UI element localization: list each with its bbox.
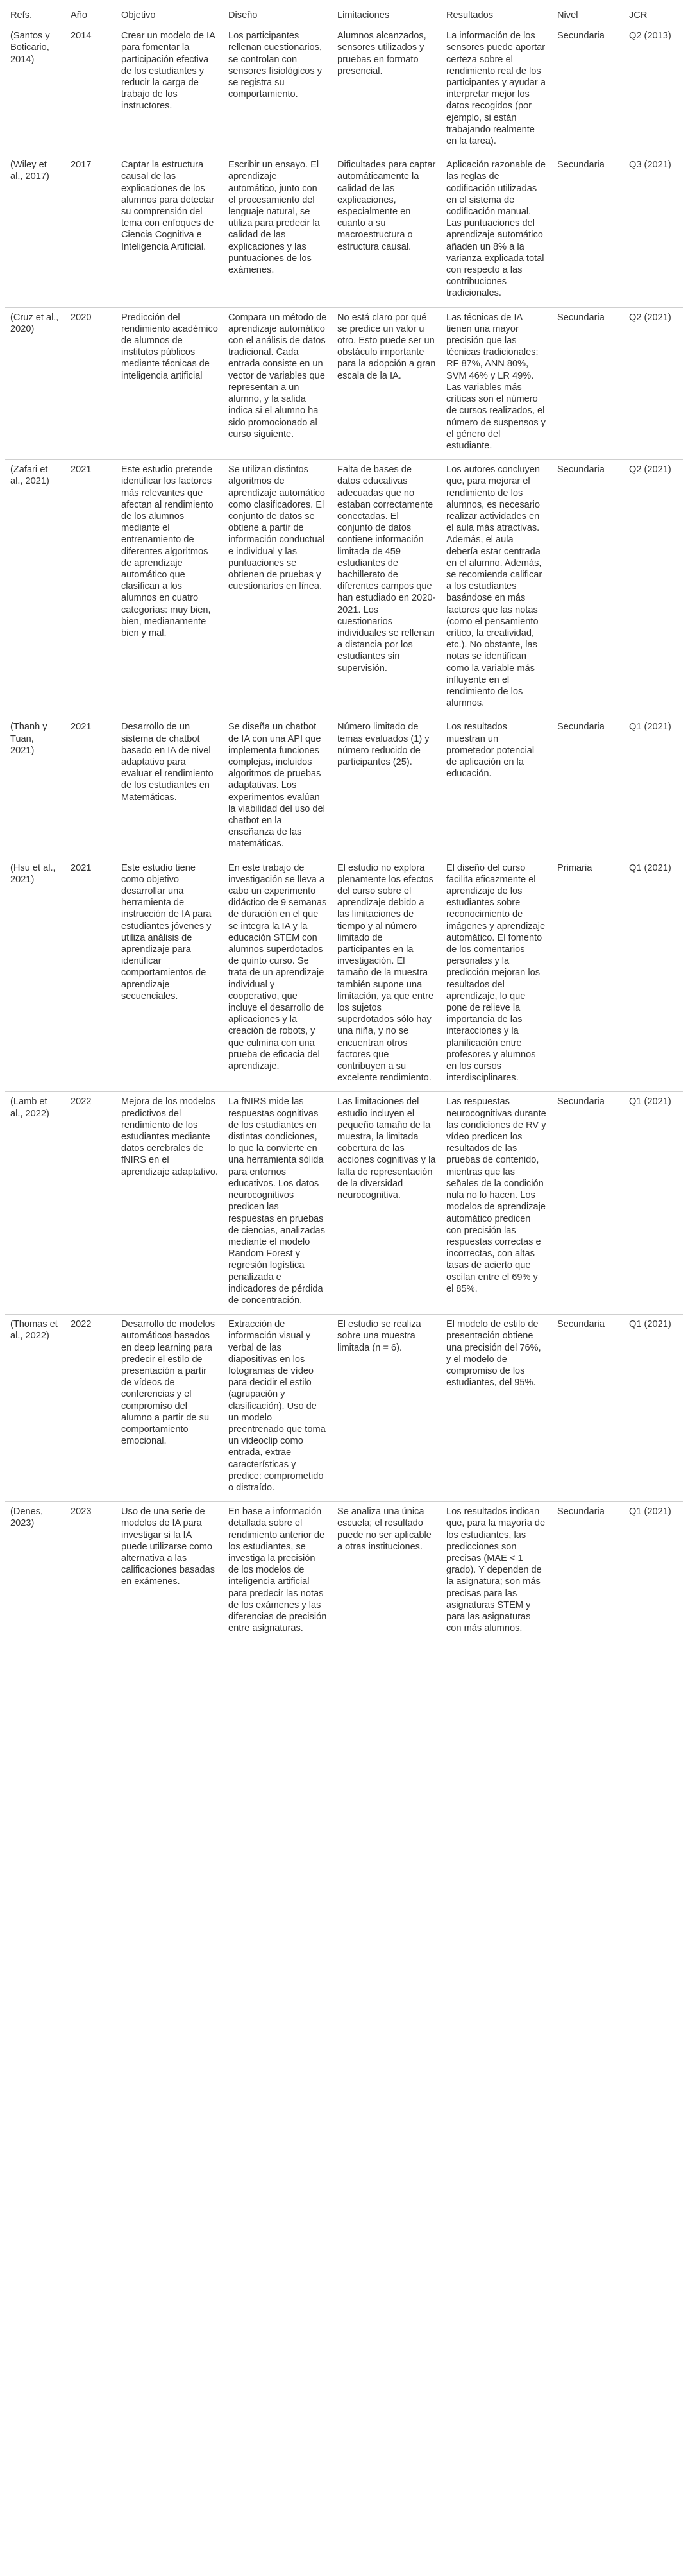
cell-level: Secundaria — [552, 717, 624, 858]
cell-limitations: El estudio no explora plenamente los efectos del curso sobre el aprendizaje debido a las limitaciones de tiempo y al número limitado de participantes en la investigación. El tamaño de la muestra también supone una limitación, ya que entre los sujetos superdotados sólo hay una niña, y no se encuentran otros factores que contribuyen a su excelente rendimiento. — [332, 858, 441, 1092]
cell-level: Secundaria — [552, 460, 624, 717]
cell-limitations: Las limitaciones del estudio incluyen el pequeño tamaño de la muestra, la limitada cobertura de las acciones cognitivas y la falta de representación de la diversidad neurocognitiva. — [332, 1092, 441, 1315]
table-header — [5, 3, 683, 26]
cell-design: La fNIRS mide las respuestas cognitivas de los estudiantes en distintas condiciones, lo que la convierte en una herramienta sólida para entornos educativos. Los datos neurocognitivos predicen las respuestas en pruebas de ciencias, analizadas mediante el modelo Random Forest y regresión logística penalizada e indicadores de pérdida de concentración. — [223, 1092, 332, 1315]
cell-ref: (Zafari et al., 2021) — [5, 460, 65, 717]
cell-results: Los resultados muestran un prometedor potencial de aplicación en la educación. — [441, 717, 552, 858]
cell-ref: (Denes, 2023) — [5, 1502, 65, 1642]
cell-design: Los participantes rellenan cuestionarios, se controlan con sensores fisiológicos y se registra su comportamiento. — [223, 26, 332, 155]
cell-design: En base a información detallada sobre el rendimiento anterior de los estudiantes, se investiga la precisión de los modelos de inteligencia artificial para predecir las notas de los exámenes y las diferencias de precisión entre asignaturas. — [223, 1502, 332, 1642]
cell-design: Escribir un ensayo. El aprendizaje automático, junto con el procesamiento del lenguaje natural, se utiliza para predecir la calidad de las explicaciones y las puntuaciones de los exámenes. — [223, 155, 332, 307]
cell-ref: (Cruz et al., 2020) — [5, 307, 65, 459]
cell-level: Secundaria — [552, 26, 624, 155]
table-row — [5, 1502, 683, 1642]
cell-objective: Desarrollo de un sistema de chatbot basado en IA de nivel adaptativo para evaluar el rendimiento de los estudiantes en Matemáticas. — [116, 717, 223, 858]
table-row — [5, 155, 683, 307]
cell-ref: (Lamb et al., 2022) — [5, 1092, 65, 1315]
header-jcr: JCR — [624, 3, 683, 26]
cell-level: Secundaria — [552, 155, 624, 307]
header-limitations: Limitaciones — [332, 3, 441, 26]
table-row — [5, 26, 683, 155]
cell-design: Compara un método de aprendizaje automático con el análisis de datos tradicional. Cada entrada consiste en un vector de variables que representan a un alumno, y la salida indica si el alumno ha sido promocionado al curso siguiente. — [223, 307, 332, 459]
cell-jcr: Q1 (2021) — [624, 1502, 683, 1642]
header-refs: Refs. — [5, 3, 65, 26]
cell-ref: (Santos y Boticario, 2014) — [5, 26, 65, 155]
header-year: Año — [65, 3, 116, 26]
cell-jcr: Q2 (2013) — [624, 26, 683, 155]
cell-jcr: Q1 (2021) — [624, 858, 683, 1092]
cell-limitations: No está claro por qué se predice un valor u otro. Esto puede ser un obstáculo importante para la adopción a gran escala de la IA. — [332, 307, 441, 459]
header-row — [5, 3, 683, 26]
cell-jcr: Q1 (2021) — [624, 1315, 683, 1502]
table-row — [5, 717, 683, 858]
cell-results: Las técnicas de IA tienen una mayor precisión que las técnicas tradicionales: RF 87%, ANN 80%, SVM 46% y LR 49%. Las variables más críticas son el número de cursos realizados, el número de suspensos y el género del estudiante. — [441, 307, 552, 459]
header-design: Diseño — [223, 3, 332, 26]
cell-design: Extracción de información visual y verbal de las diapositivas en los fotogramas de vídeo para decidir el estilo (agrupación y clasificación). Uso de un modelo preentrenado que toma un videoclip como entrada, extrae características y predice: comprometido o distraído. — [223, 1315, 332, 1502]
cell-ref: (Hsu et al., 2021) — [5, 858, 65, 1092]
cell-limitations: Alumnos alcanzados, sensores utilizados y pruebas en formato presencial. — [332, 26, 441, 155]
header-objective: Objetivo — [116, 3, 223, 26]
cell-year: 2021 — [65, 858, 116, 1092]
table-body — [5, 26, 683, 1642]
cell-limitations: Número limitado de temas evaluados (1) y número reducido de participantes (25). — [332, 717, 441, 858]
table-row — [5, 307, 683, 459]
table-row — [5, 858, 683, 1092]
cell-year: 2014 — [65, 26, 116, 155]
cell-design: Se diseña un chatbot de IA con una API que implementa funciones complejas, incluidos algoritmos de pruebas adaptativas. Los experimentos evalúan la viabilidad del uso del chatbot en la enseñanza de las matemáticas. — [223, 717, 332, 858]
cell-results: El diseño del curso facilita eficazmente el aprendizaje de los estudiantes sobre reconocimiento de imágenes y aprendizaje automático. El fomento de los comentarios personales y la predicción mejoran los resultados del aprendizaje, lo que pone de relieve la importancia de las interacciones y la planificación entre profesores y alumnos en los cursos interdisciplinares. — [441, 858, 552, 1092]
cell-year: 2023 — [65, 1502, 116, 1642]
cell-objective: Este estudio pretende identificar los factores más relevantes que afectan al rendimiento de los alumnos mediante el entrenamiento de diferentes algoritmos de aprendizaje automático que clasifican a los alumnos en cuatro categorías: muy bien, bien, medianamente bien y mal. — [116, 460, 223, 717]
cell-objective: Crear un modelo de IA para fomentar la participación efectiva de los estudiantes y reducir la carga de trabajo de los instructores. — [116, 26, 223, 155]
cell-limitations: Se analiza una única escuela; el resultado puede no ser aplicable a otras instituciones. — [332, 1502, 441, 1642]
cell-limitations: El estudio se realiza sobre una muestra limitada (n = 6). — [332, 1315, 441, 1502]
header-level: Nivel — [552, 3, 624, 26]
cell-jcr: Q2 (2021) — [624, 460, 683, 717]
cell-jcr: Q1 (2021) — [624, 717, 683, 858]
cell-objective: Captar la estructura causal de las explicaciones de los alumnos para detectar su comprensión del tema con enfoques de Ciencia Cognitiva e Inteligencia Artificial. — [116, 155, 223, 307]
cell-ref: (Wiley et al., 2017) — [5, 155, 65, 307]
cell-results: Aplicación razonable de las reglas de codificación utilizadas en el sistema de codificación manual. Las puntuaciones del aprendizaje automático añaden un 8% a la varianza explicada total con respecto a las contribuciones tradicionales. — [441, 155, 552, 307]
cell-year: 2021 — [65, 717, 116, 858]
cell-objective: Uso de una serie de modelos de IA para investigar si la IA puede utilizarse como alternativa a las calificaciones basadas en exámenes. — [116, 1502, 223, 1642]
cell-year: 2021 — [65, 460, 116, 717]
cell-design: En este trabajo de investigación se lleva a cabo un experimento didáctico de 9 semanas de duración en el que se integra la IA y la educación STEM con alumnos superdotados de quinto curso. Se trata de un aprendizaje individual y cooperativo, que incluye el desarrollo de aplicaciones y la creación de robots, y que culmina con una prueba de eficacia del aprendizaje. — [223, 858, 332, 1092]
cell-objective: Mejora de los modelos predictivos del rendimiento de los estudiantes mediante datos cerebrales de fNIRS en el aprendizaje adaptativo. — [116, 1092, 223, 1315]
cell-objective: Predicción del rendimiento académico de alumnos de institutos públicos mediante técnicas de inteligencia artificial — [116, 307, 223, 459]
cell-year: 2020 — [65, 307, 116, 459]
cell-results: La información de los sensores puede aportar certeza sobre el rendimiento real de los participantes y ayudar a interpretar mejor los datos recogidos (por ejemplo, si están trabajando realmente en la tarea). — [441, 26, 552, 155]
cell-level: Secundaria — [552, 1502, 624, 1642]
header-results: Resultados — [441, 3, 552, 26]
cell-limitations: Falta de bases de datos educativas adecuadas que no estaban correctamente conectadas. El conjunto de datos contiene información limitada de 459 estudiantes de bachillerato de diferentes campos que han estudiado en 2020-2021. Los cuestionarios individuales se rellenan a distancia por los estudiantes sin supervisión. — [332, 460, 441, 717]
cell-limitations: Dificultades para captar automáticamente la calidad de las explicaciones, especialmente en cuanto a su macroestructura o estructura causal. — [332, 155, 441, 307]
cell-year: 2017 — [65, 155, 116, 307]
table-row — [5, 1092, 683, 1315]
cell-results: Los autores concluyen que, para mejorar el rendimiento de los alumnos, es necesario realizar actividades en el aula más atractivas. Además, el aula debería estar centrada en el alumno. Además, se recomienda calificar a los estudiantes basándose en más factores que las notas (como el pensamiento crítico, la creatividad, etc.). No obstante, las notas se identifican como la variable más influyente en el rendimiento de los alumnos. — [441, 460, 552, 717]
cell-design: Se utilizan distintos algoritmos de aprendizaje automático como clasificadores. El conjunto de datos se obtiene a partir de información conductual e individual y las puntuaciones se obtienen de pruebas y cuestionarios en línea. — [223, 460, 332, 717]
table-row — [5, 460, 683, 717]
cell-jcr: Q3 (2021) — [624, 155, 683, 307]
cell-level: Secundaria — [552, 1092, 624, 1315]
cell-objective: Desarrollo de modelos automáticos basados en deep learning para predecir el estilo de presentación a partir de vídeos de conferencias y el compromiso del alumno a partir de su comportamiento emocional. — [116, 1315, 223, 1502]
cell-year: 2022 — [65, 1315, 116, 1502]
cell-ref: (Thanh y Tuan, 2021) — [5, 717, 65, 858]
literature-review-table — [5, 3, 683, 1642]
cell-year: 2022 — [65, 1092, 116, 1315]
table-row — [5, 1315, 683, 1502]
cell-jcr: Q2 (2021) — [624, 307, 683, 459]
cell-objective: Este estudio tiene como objetivo desarrollar una herramienta de instrucción de IA para estudiantes jóvenes y utiliza análisis de aprendizaje para identificar comportamientos de aprendizaje secuenciales. — [116, 858, 223, 1092]
cell-level: Secundaria — [552, 307, 624, 459]
cell-jcr: Q1 (2021) — [624, 1092, 683, 1315]
cell-results: El modelo de estilo de presentación obtiene una precisión del 76%, y el modelo de compromiso de los estudiantes, del 95%. — [441, 1315, 552, 1502]
cell-level: Secundaria — [552, 1315, 624, 1502]
cell-results: Las respuestas neurocognitivas durante las condiciones de RV y vídeo predicen los resultados de las pruebas de contenido, mientras que las señales de la condición nula no lo hacen. Los modelos de aprendizaje automático predicen con precisión las respuestas correctas e incorrectas, con altas tasas de acierto que oscilan entre el 69% y el 85%. — [441, 1092, 552, 1315]
cell-results: Los resultados indican que, para la mayoría de los estudiantes, las predicciones son precisas (MAE < 1 grado). Y dependen de la asignatura; son más precisas para las asignaturas STEM y para las asignaturas con más alumnos. — [441, 1502, 552, 1642]
cell-ref: (Thomas et al., 2022) — [5, 1315, 65, 1502]
cell-level: Primaria — [552, 858, 624, 1092]
